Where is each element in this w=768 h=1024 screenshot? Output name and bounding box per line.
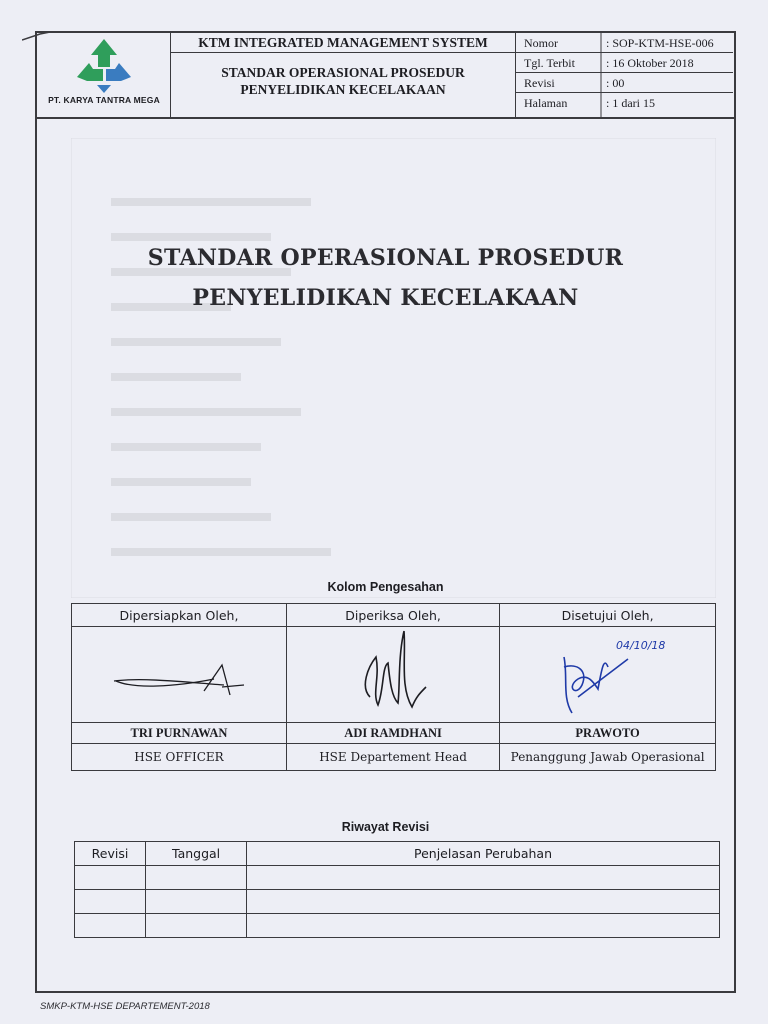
revision-cell <box>146 890 247 914</box>
header-title-cell <box>171 33 516 117</box>
system-name: KTM INTEGRATED MANAGEMENT SYSTEM <box>171 33 515 53</box>
meta-value: : 00 <box>606 76 625 90</box>
meta-value: : SOP-KTM-HSE-006 <box>606 36 714 50</box>
approver-name-prepared: TRI PURNAWAN <box>72 723 287 744</box>
signature-approved <box>538 627 678 719</box>
company-name: PT. KARYA TANTRA MEGA <box>48 95 160 105</box>
revision-header-tanggal: Tanggal <box>146 842 247 866</box>
meta-key: Tgl. Terbit <box>524 56 575 70</box>
revision-header-revisi: Revisi <box>75 842 146 866</box>
bleed-through-shadow <box>71 138 716 598</box>
meta-key: Nomor <box>524 36 558 50</box>
signature-checked <box>338 627 448 719</box>
approver-name-checked: ADI RAMDHANI <box>286 723 499 744</box>
approver-role-approved: Penanggung Jawab Operasional <box>500 744 716 771</box>
meta-row-revisi <box>516 73 733 93</box>
revision-row <box>75 914 720 938</box>
revision-cell <box>75 890 146 914</box>
signature-date-note: 04/10/18 <box>615 639 666 652</box>
meta-key: Halaman <box>524 96 568 110</box>
revision-cell <box>75 866 146 890</box>
revision-cell <box>146 914 247 938</box>
revision-cell <box>146 866 247 890</box>
company-logo-icon <box>73 37 135 95</box>
revision-cell <box>247 914 720 938</box>
approver-role-checked: HSE Departement Head <box>286 744 499 771</box>
revision-cell <box>247 890 720 914</box>
signature-cell-prepared <box>72 627 287 723</box>
meta-value: : 16 Oktober 2018 <box>606 56 694 70</box>
approval-label: Kolom Pengesahan <box>327 580 444 594</box>
approval-heading-approved: Disetujui Oleh, <box>500 604 716 627</box>
approver-role-prepared: HSE OFFICER <box>72 744 287 771</box>
approval-heading-checked: Diperiksa Oleh, <box>286 604 499 627</box>
document-header <box>37 33 734 119</box>
header-doc-title-line2: PENYELIDIKAN KECELAKAAN <box>240 82 446 97</box>
logo-cell <box>37 33 171 117</box>
signature-cell-approved <box>500 627 716 723</box>
meta-row-nomor <box>516 33 733 53</box>
document-sheet <box>35 31 736 993</box>
revision-row <box>75 866 720 890</box>
signature-cell-checked <box>286 627 499 723</box>
document-footer: SMKP-KTM-HSE DEPARTEMENT-2018 <box>40 1001 210 1012</box>
revision-cell <box>75 914 146 938</box>
approval-table <box>71 603 716 771</box>
meta-row-tgl-terbit <box>516 53 733 73</box>
revision-cell <box>247 866 720 890</box>
main-title-line1: STANDAR OPERASIONAL PROSEDUR <box>147 245 624 271</box>
revision-header-penjelasan: Penjelasan Perubahan <box>247 842 720 866</box>
approval-heading-prepared: Dipersiapkan Oleh, <box>72 604 287 627</box>
meta-value: : 1 dari 15 <box>606 96 655 110</box>
approver-name-approved: PRAWOTO <box>500 723 716 744</box>
revision-history-label: Riwayat Revisi <box>341 820 430 834</box>
document-meta <box>516 33 733 117</box>
signature-prepared <box>104 643 254 703</box>
meta-key: Revisi <box>524 76 555 90</box>
revision-table <box>74 841 720 938</box>
header-doc-title-line1: STANDAR OPERASIONAL PROSEDUR <box>221 65 465 80</box>
revision-row <box>75 890 720 914</box>
header-doc-title <box>171 53 515 98</box>
main-title-line2: PENYELIDIKAN KECELAKAAN <box>192 285 579 311</box>
meta-row-halaman <box>516 93 733 113</box>
